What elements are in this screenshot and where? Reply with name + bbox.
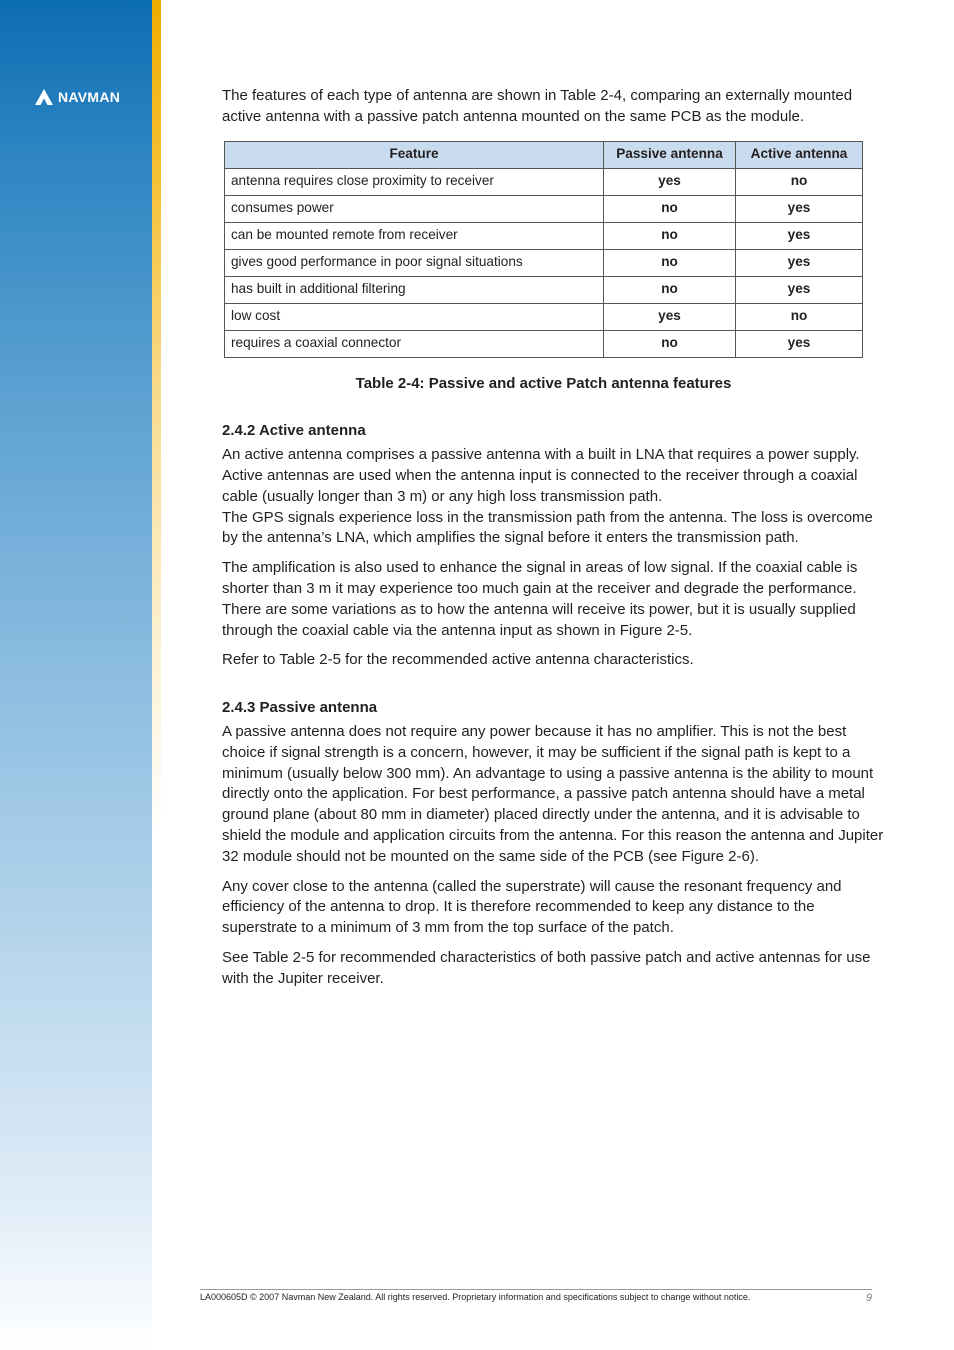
footer-copyright: LA000605D © 2007 Navman New Zealand. All rights reserved. Proprietary information and specifications subject to change without notice. [200,1292,751,1302]
page-content [222,86,887,990]
active-value-cell: yes [736,330,863,357]
passive-value-cell: no [604,330,736,357]
paragraph: The GPS signals experience loss in the transmission path from the antenna. The loss is overcome by the antenna’s LNA, which amplifies the signal before it enters the transmission path. [222,508,873,547]
table-row [225,303,863,330]
table-row [225,222,863,249]
table-row [225,168,863,195]
active-value-cell: yes [736,222,863,249]
brand-name: NAVMAN [58,89,121,105]
feature-cell: has built in additional filtering [225,276,604,303]
passive-value-cell: no [604,222,736,249]
table-row [225,276,863,303]
passive-value-cell: yes [604,168,736,195]
table-row [225,195,863,222]
paragraph: The amplification is also used to enhance the signal in areas of low signal. If the coaxial cable is shorter than 3 m it may experience too much gain at the receiver and degrade the performance. There are some variations as to how the antenna will receive its power, but it is usually supplied through the coaxial cable via the antenna input as shown in Figure 2-5. [222,559,858,639]
feature-cell: low cost [225,303,604,330]
feature-cell: antenna requires close proximity to receiver [225,168,604,195]
paragraph: A passive antenna does not require any power because it has no amplifier. This is not the best choice if signal strength is a concern, however, it may be sufficient if the signal path is kept to a minimum (usually below 300 mm). An advantage to using a passive antenna is the ability to mount directly onto the application. For best performance, a passive patch antenna should have a metal ground plane (about 80 mm in diameter) placed directly under the antenna, and it is advisable to shield the module and application circuits from the antenna. For this reason the antenna and Jupiter 32 module should not be mounted on the same side of the PCB (see Figure 2-6). [222,722,884,865]
section-heading-active-antenna: 2.4.2 Active antenna [222,422,366,440]
active-value-cell: no [736,168,863,195]
paragraph: An active antenna comprises a passive antenna with a built in LNA that requires a power supply. Active antennas are used when the antenna input is connected to the receiver through a coaxial cable (usually longer than 3 m) or any high loss transmission path. [222,446,860,505]
table-header-row [225,141,863,168]
table-row [225,330,863,357]
brand-logo [34,87,120,107]
features-table [224,141,863,358]
paragraph: Refer to Table 2-5 for the recommended active antenna characteristics. [222,651,694,669]
table-caption: Table 2-4: Passive and active Patch antenna features [355,374,732,392]
feature-cell: requires a coaxial connector [225,330,604,357]
table-row [225,249,863,276]
passive-value-cell: no [604,195,736,222]
paragraph: Any cover close to the antenna (called the superstrate) will cause the resonant frequency and efficiency of the antenna to drop. It is therefore recommended to keep any distance to the superstrate to a minimum of 3 mm from the top surface of the patch. [222,877,842,937]
feature-cell: consumes power [225,195,604,222]
column-header-passive: Passive antenna [604,141,736,168]
active-value-cell: yes [736,195,863,222]
accent-strip [152,0,161,1350]
active-value-cell: yes [736,249,863,276]
active-value-cell: yes [736,276,863,303]
intro-paragraph: The features of each type of antenna are shown in Table 2-4, comparing an externally mounted active antenna with a passive patch antenna mounted on the same PCB as the module. [222,87,853,125]
section-heading-passive-antenna: 2.4.3 Passive antenna [222,699,378,717]
sidebar-band [0,0,152,1350]
passive-value-cell: no [604,249,736,276]
passive-value-cell: yes [604,303,736,330]
column-header-feature: Feature [225,141,604,168]
paragraph: See Table 2-5 for recommended characteristics of both passive patch and active antennas for use with the Jupiter receiver. [222,948,871,987]
feature-cell: gives good performance in poor signal situations [225,249,604,276]
page-number: 9 [865,1292,872,1304]
active-value-cell: no [736,303,863,330]
column-header-active: Active antenna [736,141,863,168]
feature-cell: can be mounted remote from receiver [225,222,604,249]
passive-value-cell: no [604,276,736,303]
navman-logo-icon [34,88,54,106]
page-footer [200,1289,872,1304]
